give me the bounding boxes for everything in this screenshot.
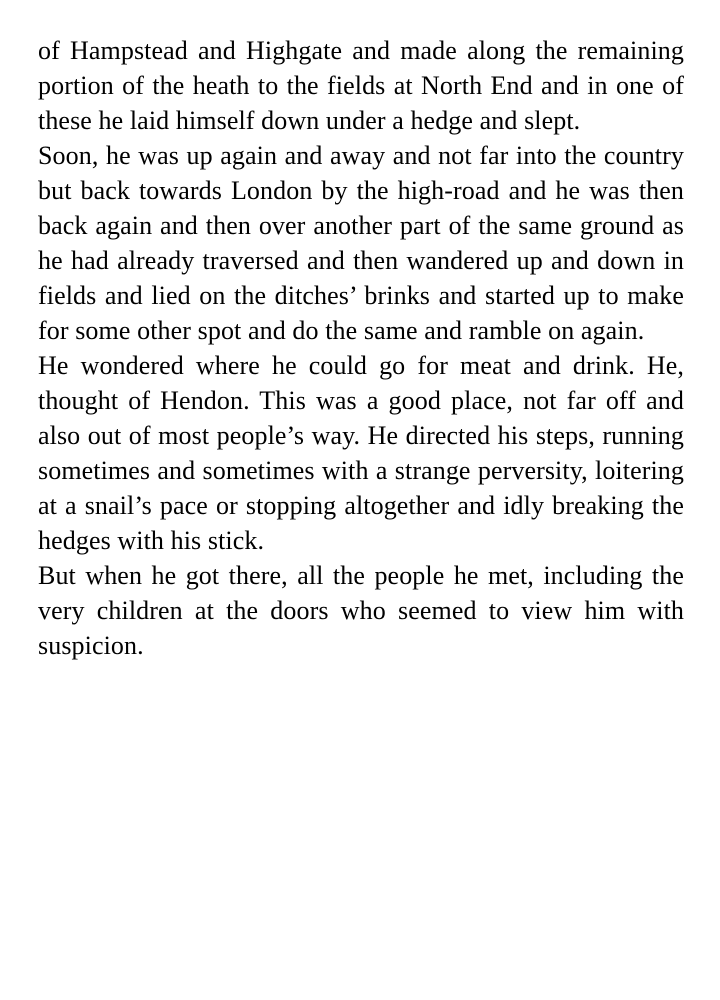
paragraph: [38, 348, 684, 558]
text-line: suspicion.: [38, 631, 144, 660]
text-line: back again and then over another part of the same ground as: [38, 211, 684, 240]
text-line: hedges with his stick.: [38, 526, 265, 555]
text-line: he had already traversed and then wandered up and down in: [38, 246, 684, 275]
paragraph: [38, 33, 684, 138]
text-line: Soon, he was up again and away and not far into the country: [38, 141, 684, 170]
text-line: also out of most people’s way. He directed his steps, running: [38, 421, 684, 450]
text-line: portion of the heath to the fields at North End and in one of: [38, 71, 684, 100]
text-line: fields and lied on the ditches’ brinks and started up to make: [38, 281, 684, 310]
text-line: these he laid himself down under a hedge and slept.: [38, 106, 581, 135]
text-line: of Hampstead and Highgate and made along the remaining: [38, 36, 684, 65]
paragraph: [38, 558, 684, 663]
text-line: very children at the doors who seemed to view him with: [38, 596, 684, 625]
text-block: [38, 33, 684, 663]
text-line: at a snail’s pace or stopping altogether and idly breaking the: [38, 491, 684, 520]
text-line: He wondered where he could go for meat and drink. He,: [38, 351, 684, 380]
text-line: for some other spot and do the same and ramble on again.: [38, 316, 645, 345]
text-line: but back towards London by the high-road and he was then: [38, 176, 684, 205]
text-line: sometimes and sometimes with a strange perversity, loitering: [38, 456, 684, 485]
text-line: thought of Hendon. This was a good place, not far off and: [38, 386, 684, 415]
paragraph: [38, 138, 684, 348]
text-line: But when he got there, all the people he met, including the: [38, 561, 684, 590]
